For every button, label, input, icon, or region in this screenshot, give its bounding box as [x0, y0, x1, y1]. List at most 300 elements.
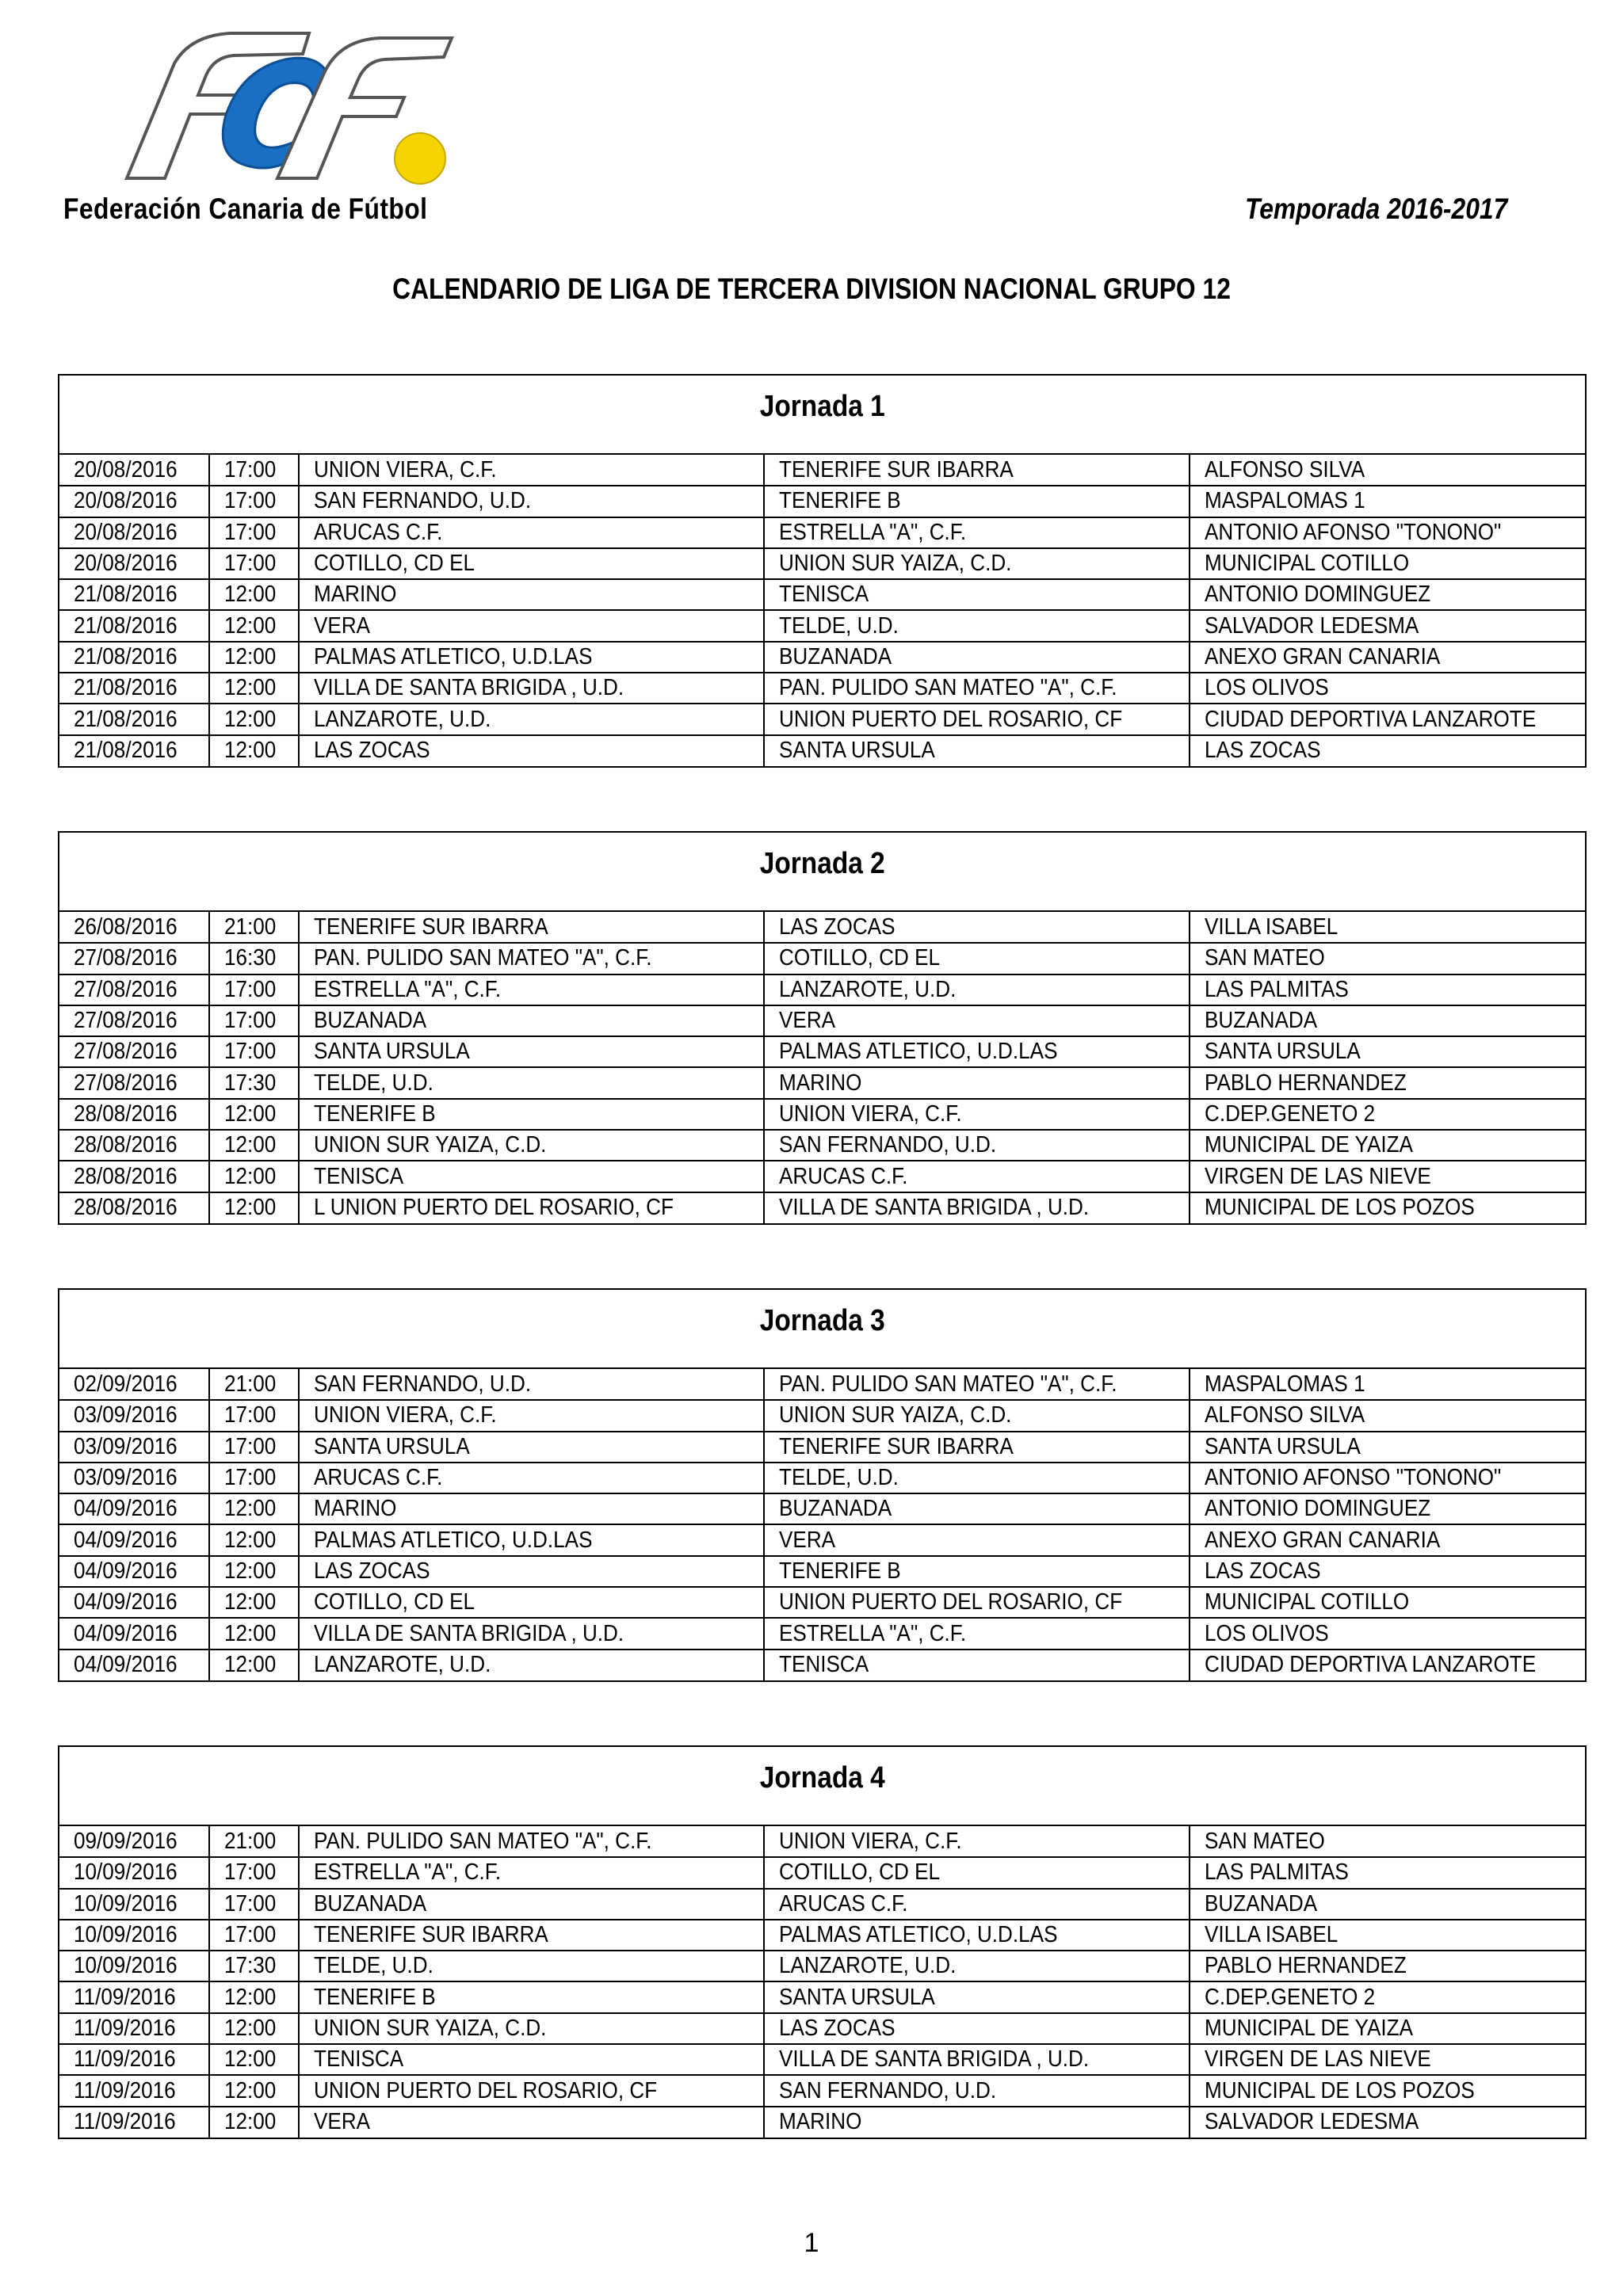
match-time: 12:00 [223, 706, 276, 732]
match-time: 17:00 [223, 1433, 276, 1459]
match-date: 28/08/2016 [74, 1195, 178, 1221]
logo-text: FCF [71, 16, 73, 17]
away-team: MARINO [779, 1070, 862, 1096]
match-row [59, 1005, 1585, 1036]
away-team: TENERIFE SUR IBARRA [779, 1433, 1014, 1459]
away-team: UNION SUR YAIZA, C.D. [779, 551, 1012, 577]
away-team: PALMAS ATLETICO, U.D.LAS [779, 1039, 1058, 1065]
away-team-cell [764, 517, 1190, 548]
venue-cell [1190, 1981, 1585, 2012]
venue: SAN MATEO [1205, 945, 1326, 971]
match-row [59, 1618, 1585, 1649]
venue: VIRGEN DE LAS NIEVE [1205, 2046, 1432, 2073]
match-row [59, 1067, 1585, 1098]
match-date-cell [59, 912, 209, 943]
away-team-cell [764, 455, 1190, 486]
match-row [59, 517, 1585, 548]
venue: LOS OLIVOS [1205, 1620, 1330, 1646]
venue-cell [1190, 1369, 1585, 1400]
match-time: 17:00 [223, 1890, 276, 1917]
match-date-cell [59, 735, 209, 766]
away-team-cell [764, 486, 1190, 517]
away-team: SAN FERNANDO, U.D. [779, 1132, 997, 1158]
match-time: 12:00 [223, 1496, 276, 1522]
match-time-cell [209, 1369, 300, 1400]
match-date: 11/09/2016 [74, 1984, 176, 2010]
match-date-cell [59, 2044, 209, 2075]
home-team: VERA [314, 612, 371, 639]
home-team-cell [299, 704, 764, 734]
match-time: 12:00 [223, 1195, 276, 1221]
match-date: 21/08/2016 [74, 675, 178, 701]
match-date: 11/09/2016 [74, 2015, 176, 2041]
match-time-cell [209, 673, 300, 704]
away-team-cell [764, 1889, 1190, 1920]
match-date: 04/09/2016 [74, 1558, 178, 1584]
venue: C.DEP.GENETO 2 [1205, 1100, 1376, 1127]
home-team: SAN FERNANDO, U.D. [314, 1371, 532, 1397]
venue: MASPALOMAS 1 [1205, 488, 1365, 514]
match-time: 12:00 [223, 1652, 276, 1678]
home-team-cell [299, 2075, 764, 2106]
match-time-cell [209, 1493, 300, 1524]
home-team-cell [299, 1493, 764, 1524]
home-team-cell [299, 1400, 764, 1431]
match-row [59, 486, 1585, 517]
venue: PABLO HERNANDEZ [1205, 1953, 1407, 1979]
jornada-table [58, 374, 1587, 768]
home-team: UNION PUERTO DEL ROSARIO, CF [314, 2077, 658, 2103]
match-time-cell [209, 2075, 300, 2106]
away-team: ESTRELLA "A", C.F. [779, 519, 967, 545]
match-row [59, 610, 1585, 641]
venue: VILLA ISABEL [1205, 913, 1338, 940]
home-team-cell [299, 2044, 764, 2075]
venue: ANTONIO DOMINGUEZ [1205, 1496, 1431, 1522]
match-date: 28/08/2016 [74, 1132, 178, 1158]
away-team-cell [764, 1981, 1190, 2012]
match-time: 12:00 [223, 582, 276, 608]
venue-cell [1190, 2044, 1585, 2075]
away-team: VILLA DE SANTA BRIGIDA , U.D. [779, 1195, 1090, 1221]
away-team: TENERIFE B [779, 488, 902, 514]
match-time-cell [209, 1192, 300, 1223]
away-team-cell [764, 1005, 1190, 1036]
home-team: PAN. PULIDO SAN MATEO "A", C.F. [314, 1828, 652, 1854]
match-date: 20/08/2016 [74, 456, 178, 482]
venue-cell [1190, 455, 1585, 486]
venue: MASPALOMAS 1 [1205, 1371, 1365, 1397]
venue: C.DEP.GENETO 2 [1205, 1984, 1376, 2010]
venue: MUNICIPAL COTILLO [1205, 551, 1410, 577]
home-team-cell [299, 1981, 764, 2012]
jornada-header [59, 833, 1585, 912]
venue: LOS OLIVOS [1205, 675, 1330, 701]
jornada-title: Jornada 2 [759, 847, 885, 880]
away-team-cell [764, 1036, 1190, 1067]
venue-cell [1190, 704, 1585, 734]
away-team: VILLA DE SANTA BRIGIDA , U.D. [779, 2046, 1090, 2073]
venue-cell [1190, 486, 1585, 517]
match-date-cell [59, 1099, 209, 1130]
match-date: 27/08/2016 [74, 945, 178, 971]
match-date-cell [59, 1920, 209, 1951]
match-date: 11/09/2016 [74, 2077, 176, 2103]
match-date-cell [59, 1857, 209, 1888]
match-time-cell [209, 1889, 300, 1920]
venue-cell [1190, 673, 1585, 704]
away-team: ARUCAS C.F. [779, 1890, 908, 1917]
match-row [59, 1920, 1585, 1951]
match-date-cell [59, 517, 209, 548]
venue-cell [1190, 548, 1585, 579]
match-row [59, 735, 1585, 766]
match-date-cell [59, 1981, 209, 2012]
match-date-cell [59, 1005, 209, 1036]
match-date: 10/09/2016 [74, 1859, 178, 1886]
match-time-cell [209, 1951, 300, 1981]
jornada-table [58, 1288, 1587, 1682]
match-date: 21/08/2016 [74, 706, 178, 732]
match-time: 21:00 [223, 1828, 276, 1854]
venue: LAS ZOCAS [1205, 1558, 1321, 1584]
away-team: TENERIFE B [779, 1558, 902, 1584]
match-date: 27/08/2016 [74, 1039, 178, 1065]
match-date: 02/09/2016 [74, 1371, 178, 1397]
match-row [59, 1951, 1585, 1981]
home-team-cell [299, 735, 764, 766]
match-time: 17:00 [223, 488, 276, 514]
venue-cell [1190, 2013, 1585, 2044]
match-row [59, 974, 1585, 1005]
home-team: LANZAROTE, U.D. [314, 1652, 491, 1678]
match-date: 20/08/2016 [74, 519, 178, 545]
match-time-cell [209, 1981, 300, 2012]
match-time-cell [209, 704, 300, 734]
jornada-header [59, 1290, 1585, 1369]
away-team: LANZAROTE, U.D. [779, 976, 957, 1002]
match-date: 11/09/2016 [74, 2046, 176, 2073]
match-time: 12:00 [223, 643, 276, 669]
match-date-cell [59, 1493, 209, 1524]
match-time: 12:00 [223, 1558, 276, 1584]
away-team: UNION PUERTO DEL ROSARIO, CF [779, 1589, 1123, 1615]
venue: MUNICIPAL DE YAIZA [1205, 2015, 1414, 2041]
match-date-cell [59, 943, 209, 974]
home-team-cell [299, 579, 764, 610]
away-team-cell [764, 943, 1190, 974]
venue: SALVADOR LEDESMA [1205, 2109, 1419, 2135]
home-team-cell [299, 1826, 764, 1857]
home-team-cell [299, 2107, 764, 2138]
match-time: 21:00 [223, 913, 276, 940]
match-row [59, 912, 1585, 943]
venue-cell [1190, 1192, 1585, 1223]
venue: ALFONSO SILVA [1205, 1402, 1365, 1428]
away-team: VERA [779, 1527, 836, 1553]
match-time-cell [209, 1524, 300, 1555]
match-time: 17:00 [223, 1008, 276, 1034]
match-time: 12:00 [223, 1132, 276, 1158]
away-team-cell [764, 1369, 1190, 1400]
matches-table [59, 912, 1585, 1223]
away-team-cell [764, 1524, 1190, 1555]
away-team-cell [764, 1826, 1190, 1857]
match-time: 12:00 [223, 2046, 276, 2073]
away-team: TENERIFE SUR IBARRA [779, 456, 1014, 482]
away-team-cell [764, 1400, 1190, 1431]
match-date: 21/08/2016 [74, 738, 178, 764]
away-team: COTILLO, CD EL [779, 945, 941, 971]
home-team-cell [299, 1650, 764, 1680]
venue: ANEXO GRAN CANARIA [1205, 643, 1441, 669]
home-team: TENISCA [314, 1163, 404, 1189]
match-time: 12:00 [223, 738, 276, 764]
venue-cell [1190, 1951, 1585, 1981]
venue-cell [1190, 1556, 1585, 1587]
venue-cell [1190, 1099, 1585, 1130]
home-team: TENISCA [314, 2046, 404, 2073]
home-team-cell [299, 486, 764, 517]
match-date-cell [59, 1618, 209, 1649]
match-time-cell [209, 1432, 300, 1463]
match-row [59, 2013, 1585, 2044]
away-team-cell [764, 2013, 1190, 2044]
venue: MUNICIPAL COTILLO [1205, 1589, 1410, 1615]
away-team-cell [764, 2044, 1190, 2075]
venue-cell [1190, 1493, 1585, 1524]
match-date: 21/08/2016 [74, 582, 178, 608]
match-row [59, 579, 1585, 610]
match-date-cell [59, 1067, 209, 1098]
venue-cell [1190, 1826, 1585, 1857]
home-team: BUZANADA [314, 1890, 427, 1917]
match-row [59, 1161, 1585, 1192]
match-date: 28/08/2016 [74, 1163, 178, 1189]
away-team: PALMAS ATLETICO, U.D.LAS [779, 1922, 1058, 1948]
jornada-table [58, 831, 1587, 1225]
home-team: PALMAS ATLETICO, U.D.LAS [314, 643, 593, 669]
match-date: 26/08/2016 [74, 913, 178, 940]
away-team-cell [764, 1463, 1190, 1493]
away-team: TENISCA [779, 1652, 869, 1678]
venue-cell [1190, 2107, 1585, 2138]
match-time-cell [209, 1099, 300, 1130]
away-team-cell [764, 1587, 1190, 1618]
home-team: PAN. PULIDO SAN MATEO "A", C.F. [314, 945, 652, 971]
venue: BUZANADA [1205, 1890, 1318, 1917]
match-row [59, 1400, 1585, 1431]
venue-cell [1190, 1587, 1585, 1618]
match-time-cell [209, 974, 300, 1005]
away-team-cell [764, 1556, 1190, 1587]
jornada-header [59, 1747, 1585, 1826]
venue-cell [1190, 735, 1585, 766]
match-date-cell [59, 642, 209, 673]
home-team-cell [299, 1587, 764, 1618]
venue: SAN MATEO [1205, 1828, 1326, 1854]
away-team-cell [764, 1951, 1190, 1981]
match-row [59, 1493, 1585, 1524]
away-team: UNION VIERA, C.F. [779, 1100, 962, 1127]
venue-cell [1190, 1400, 1585, 1431]
venue: BUZANADA [1205, 1008, 1318, 1034]
venue-cell [1190, 1463, 1585, 1493]
match-date-cell [59, 974, 209, 1005]
home-team: MARINO [314, 582, 397, 608]
venue: MUNICIPAL DE LOS POZOS [1205, 1195, 1476, 1221]
venue: LAS ZOCAS [1205, 738, 1321, 764]
match-row [59, 1036, 1585, 1067]
away-team: ESTRELLA "A", C.F. [779, 1620, 967, 1646]
venue: LAS PALMITAS [1205, 1859, 1350, 1886]
away-team-cell [764, 1920, 1190, 1951]
venue-cell [1190, 1432, 1585, 1463]
home-team: SANTA URSULA [314, 1433, 470, 1459]
venue: SANTA URSULA [1205, 1039, 1361, 1065]
match-date-cell [59, 455, 209, 486]
match-time-cell [209, 1067, 300, 1098]
match-time-cell [209, 1920, 300, 1951]
match-date: 21/08/2016 [74, 612, 178, 639]
match-time-cell [209, 2013, 300, 2044]
away-team: BUZANADA [779, 1496, 892, 1522]
match-time-cell [209, 1036, 300, 1067]
venue: CIUDAD DEPORTIVA LANZAROTE [1205, 1652, 1537, 1678]
match-time: 12:00 [223, 1589, 276, 1615]
match-date-cell [59, 1650, 209, 1680]
venue: SANTA URSULA [1205, 1433, 1361, 1459]
home-team-cell [299, 1524, 764, 1555]
match-time: 17:30 [223, 1953, 276, 1979]
page-number: 1 [804, 2228, 819, 2258]
home-team-cell [299, 1463, 764, 1493]
away-team-cell [764, 673, 1190, 704]
match-date-cell [59, 579, 209, 610]
match-time: 12:00 [223, 1100, 276, 1127]
match-row [59, 1826, 1585, 1857]
home-team: TENERIFE SUR IBARRA [314, 1922, 549, 1948]
home-team: ARUCAS C.F. [314, 1465, 443, 1491]
match-row [59, 1981, 1585, 2012]
season-label: Temporada 2016-2017 [1244, 193, 1507, 225]
home-team: COTILLO, CD EL [314, 551, 475, 577]
match-row [59, 1432, 1585, 1463]
home-team: PALMAS ATLETICO, U.D.LAS [314, 1527, 593, 1553]
home-team: ESTRELLA "A", C.F. [314, 1859, 502, 1886]
venue: ANTONIO DOMINGUEZ [1205, 582, 1431, 608]
away-team: SAN FERNANDO, U.D. [779, 2077, 997, 2103]
match-time: 21:00 [223, 1371, 276, 1397]
home-team-cell [299, 517, 764, 548]
match-date-cell [59, 704, 209, 734]
home-team-cell [299, 1005, 764, 1036]
venue-cell [1190, 1161, 1585, 1192]
home-team-cell [299, 1099, 764, 1130]
match-time-cell [209, 2107, 300, 2138]
away-team: PAN. PULIDO SAN MATEO "A", C.F. [779, 1371, 1117, 1397]
away-team: BUZANADA [779, 643, 892, 669]
match-row [59, 1889, 1585, 1920]
home-team-cell [299, 610, 764, 641]
home-team-cell [299, 1920, 764, 1951]
match-row [59, 455, 1585, 486]
match-date: 10/09/2016 [74, 1922, 178, 1948]
home-team: SANTA URSULA [314, 1039, 470, 1065]
match-date: 10/09/2016 [74, 1953, 178, 1979]
away-team: LAS ZOCAS [779, 913, 896, 940]
match-time-cell [209, 943, 300, 974]
venue-cell [1190, 1650, 1585, 1680]
home-team-cell [299, 1369, 764, 1400]
venue-cell [1190, 1857, 1585, 1888]
match-date-cell [59, 1400, 209, 1431]
home-team: TELDE, U.D. [314, 1070, 434, 1096]
match-date-cell [59, 1369, 209, 1400]
match-time-cell [209, 579, 300, 610]
venue-cell [1190, 1889, 1585, 1920]
home-team: LAS ZOCAS [314, 1558, 430, 1584]
match-time-cell [209, 610, 300, 641]
home-team: VERA [314, 2109, 371, 2135]
home-team-cell [299, 1556, 764, 1587]
away-team-cell [764, 1493, 1190, 1524]
home-team-cell [299, 1432, 764, 1463]
home-team-cell [299, 974, 764, 1005]
away-team: COTILLO, CD EL [779, 1859, 941, 1886]
match-row [59, 2075, 1585, 2106]
venue: ALFONSO SILVA [1205, 456, 1365, 482]
match-row [59, 1369, 1585, 1400]
away-team-cell [764, 579, 1190, 610]
match-date-cell [59, 1036, 209, 1067]
away-team-cell [764, 2107, 1190, 2138]
away-team: UNION VIERA, C.F. [779, 1828, 962, 1854]
match-date: 20/08/2016 [74, 551, 178, 577]
match-date-cell [59, 1192, 209, 1223]
match-row [59, 1857, 1585, 1888]
home-team: TENERIFE B [314, 1100, 436, 1127]
match-time: 12:00 [223, 1984, 276, 2010]
match-row [59, 1556, 1585, 1587]
venue-cell [1190, 943, 1585, 974]
match-time-cell [209, 455, 300, 486]
home-team: TELDE, U.D. [314, 1953, 434, 1979]
matches-table [59, 1826, 1585, 2138]
match-row [59, 1192, 1585, 1223]
venue-cell [1190, 610, 1585, 641]
away-team-cell [764, 704, 1190, 734]
home-team-cell [299, 548, 764, 579]
home-team: UNION VIERA, C.F. [314, 1402, 497, 1428]
match-time-cell [209, 1005, 300, 1036]
match-row [59, 548, 1585, 579]
venue-cell [1190, 642, 1585, 673]
away-team-cell [764, 642, 1190, 673]
home-team-cell [299, 2013, 764, 2044]
match-time-cell [209, 1556, 300, 1587]
match-time-cell [209, 517, 300, 548]
away-team: UNION SUR YAIZA, C.D. [779, 1402, 1012, 1428]
page-title-text: CALENDARIO DE LIGA DE TERCERA DIVISION NACIONAL GRUPO 12 [392, 273, 1231, 305]
match-time: 12:00 [223, 2015, 276, 2041]
match-time-cell [209, 486, 300, 517]
match-row [59, 642, 1585, 673]
match-time: 17:00 [223, 976, 276, 1002]
match-date-cell [59, 1587, 209, 1618]
away-team: SANTA URSULA [779, 738, 936, 764]
venue: MUNICIPAL DE LOS POZOS [1205, 2077, 1476, 2103]
